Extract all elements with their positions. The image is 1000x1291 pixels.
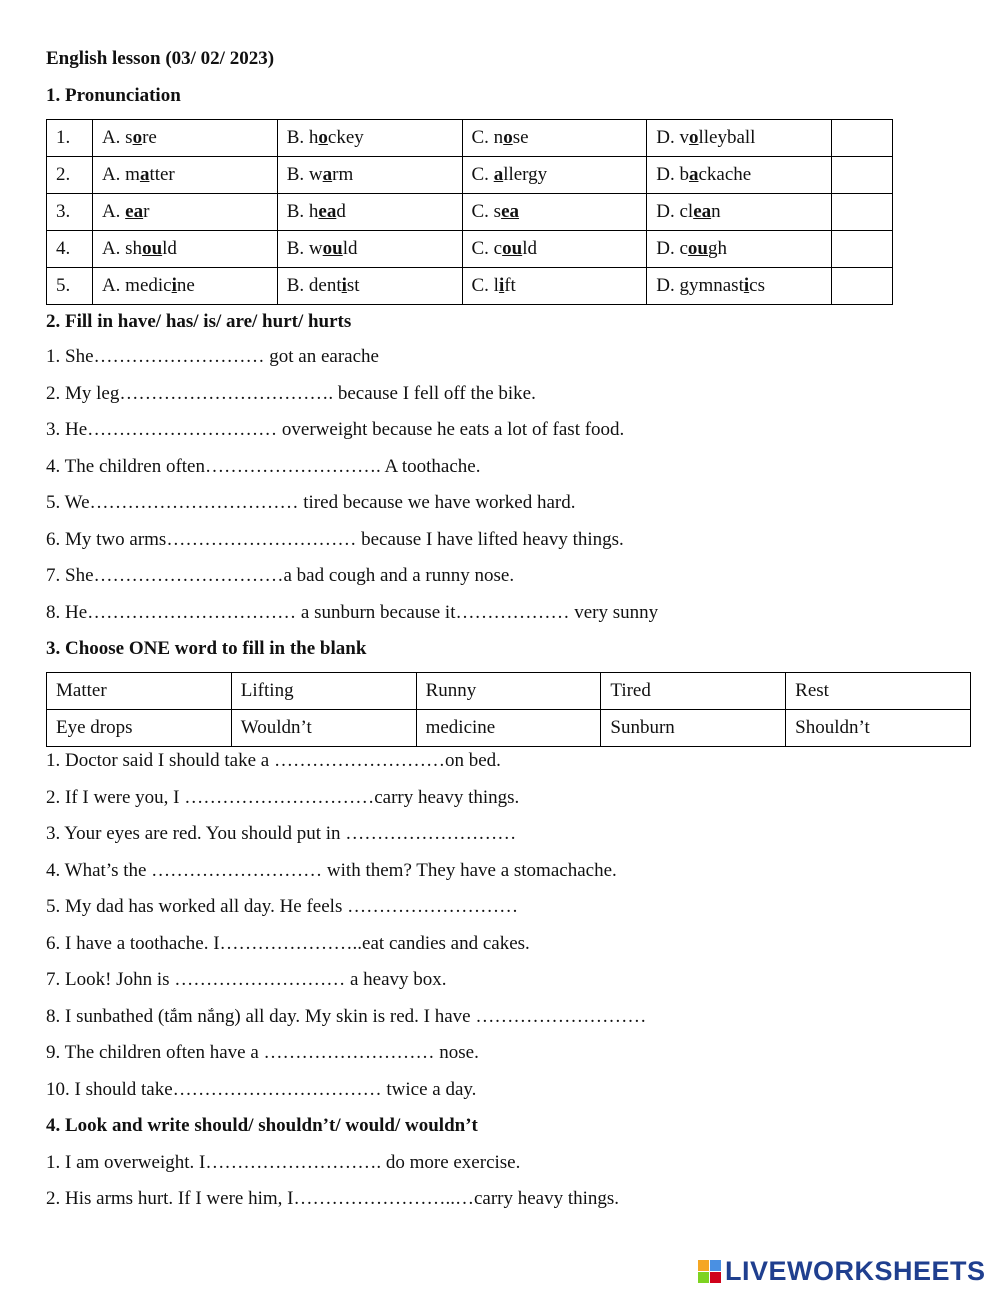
option-text-before: B. w	[286, 164, 323, 185]
option-text-before: C. l	[471, 275, 499, 296]
option-text-after: gh	[707, 238, 727, 259]
row-number: 1.	[47, 120, 93, 157]
underlined-sound: ea	[318, 201, 337, 222]
word-cell: Runny	[416, 673, 601, 710]
option-text-before: C. c	[471, 238, 503, 259]
row-number: 5.	[47, 268, 93, 305]
s3-line-8: 8. I sunbathed (tắm nắng) all day. My skin is red. I have ………………………	[46, 1006, 647, 1027]
underlined-sound: o	[132, 127, 143, 148]
word-cell: Eye drops	[47, 710, 232, 747]
s4-line-1: 1. I am overweight. I………………………. do more exercise.	[46, 1152, 521, 1173]
word-cell: Shouldn’t	[786, 710, 971, 747]
underlined-sound: ea	[501, 201, 520, 222]
s3-line-2: 2. If I were you, I …………………………carry heavy things.	[46, 787, 520, 808]
underlined-sound: i	[341, 275, 347, 296]
option-text-before: C. s	[471, 201, 502, 222]
s3-line-7: 7. Look! John is ……………………… a heavy box.	[46, 969, 447, 990]
option-cell	[92, 157, 277, 194]
option-text-after: tter	[149, 164, 175, 185]
s3-line-5: 5. My dad has worked all day. He feels ………………………	[46, 896, 519, 917]
underlined-sound: o	[688, 127, 699, 148]
option-text-before: B. w	[286, 238, 323, 259]
option-text-after: r	[143, 201, 150, 222]
logo-grid-icon	[698, 1260, 721, 1283]
option-text-after: rm	[332, 164, 354, 185]
option-text-after: ne	[176, 275, 195, 296]
row-number: 2.	[47, 157, 93, 194]
word-bank-table	[46, 672, 971, 747]
word-cell: Wouldn’t	[231, 710, 416, 747]
row-number: 4.	[47, 231, 93, 268]
option-text-after: ld	[162, 238, 177, 259]
underlined-sound: o	[503, 127, 513, 148]
option-text-before: A. s	[101, 127, 133, 148]
option-text-before: B. h	[286, 127, 319, 148]
s2-line-8: 8. He…………………………… a sunburn because it……………… very sunny	[46, 602, 659, 623]
pronunciation-row	[47, 157, 893, 194]
answer-cell[interactable]	[832, 268, 893, 305]
underlined-sound: ea	[125, 201, 144, 222]
underlined-sound: a	[139, 164, 150, 185]
underlined-sound: ea	[693, 201, 712, 222]
s2-line-3: 3. He………………………… overweight because he eats a lot of fast food.	[46, 419, 625, 440]
pronunciation-row	[47, 120, 893, 157]
underlined-sound: a	[688, 164, 699, 185]
option-cell	[277, 231, 462, 268]
option-text-before: A.	[101, 201, 126, 222]
word-cell: Rest	[786, 673, 971, 710]
s2-line-1: 1. She……………………… got an earache	[46, 346, 379, 367]
option-text-before: D. v	[656, 127, 689, 148]
option-text-before: A. m	[101, 164, 140, 185]
answer-cell[interactable]	[832, 120, 893, 157]
s4-line-2: 2. His arms hurt. If I were him, I……………………..…carry heavy things.	[46, 1188, 620, 1209]
section2-heading: 2. Fill in have/ has/ is/ are/ hurt/ hurts	[46, 311, 352, 332]
option-cell	[462, 268, 647, 305]
option-text-before: B. dent	[286, 275, 342, 296]
word-cell: Sunburn	[601, 710, 786, 747]
option-text-before: A. medic	[101, 275, 172, 296]
option-text-before: D. c	[656, 238, 688, 259]
option-text-before: D. cl	[656, 201, 694, 222]
s2-line-4: 4. The children often………………………. A toothache.	[46, 456, 481, 477]
word-bank-row	[47, 710, 971, 747]
option-cell	[277, 157, 462, 194]
word-cell: Tired	[601, 673, 786, 710]
underlined-sound: a	[322, 164, 333, 185]
word-cell: medicine	[416, 710, 601, 747]
underlined-sound: a	[493, 164, 504, 185]
option-cell	[92, 120, 277, 157]
option-cell	[462, 231, 647, 268]
option-cell	[92, 231, 277, 268]
s3-line-1: 1. Doctor said I should take a ………………………on bed.	[46, 750, 501, 771]
option-text-before: D. b	[656, 164, 689, 185]
answer-cell[interactable]	[832, 231, 893, 268]
option-text-after: d	[336, 201, 346, 222]
option-text-before: D. gymnast	[656, 275, 744, 296]
option-text-after: ckey	[327, 127, 364, 148]
option-cell	[462, 157, 647, 194]
underlined-sound: ou	[687, 238, 708, 259]
option-cell	[647, 120, 832, 157]
option-text-after: cs	[749, 275, 765, 296]
option-cell	[277, 120, 462, 157]
option-cell	[647, 231, 832, 268]
s3-line-3: 3. Your eyes are red. You should put in ………………………	[46, 823, 517, 844]
pronunciation-row	[47, 268, 893, 305]
option-text-after: se	[512, 127, 529, 148]
answer-cell[interactable]	[832, 157, 893, 194]
underlined-sound: ou	[502, 238, 523, 259]
option-text-after: lleyball	[698, 127, 756, 148]
option-cell	[462, 120, 647, 157]
option-text-before: C.	[471, 164, 494, 185]
option-cell	[277, 268, 462, 305]
underlined-sound: i	[498, 275, 505, 296]
option-cell	[647, 268, 832, 305]
word-cell: Matter	[47, 673, 232, 710]
option-text-after: llergy	[503, 164, 548, 185]
option-text-after: ld	[522, 238, 537, 259]
section3-heading: 3. Choose ONE word to fill in the blank	[46, 638, 367, 659]
s2-line-2: 2. My leg……………………………. because I fell off the bike.	[46, 383, 536, 404]
option-text-before: A. sh	[101, 238, 143, 259]
pronunciation-table	[46, 119, 893, 305]
lesson-title: English lesson (03/ 02/ 2023)	[46, 48, 275, 69]
underlined-sound: ou	[142, 238, 163, 259]
logo-text: LIVEWORKSHEETS	[725, 1255, 986, 1286]
section1-heading: 1. Pronunciation	[46, 85, 181, 106]
option-cell	[92, 194, 277, 231]
option-text-before: B. h	[286, 201, 319, 222]
word-cell: Lifting	[231, 673, 416, 710]
option-text-after: ft	[504, 275, 516, 296]
liveworksheets-logo	[698, 1256, 986, 1286]
option-text-after: ckache	[698, 164, 752, 185]
option-text-after: ld	[342, 238, 358, 259]
row-number: 3.	[47, 194, 93, 231]
option-cell	[647, 157, 832, 194]
option-cell	[647, 194, 832, 231]
underlined-sound: i	[171, 275, 177, 296]
underlined-sound: ou	[322, 238, 343, 259]
option-text-before: C. n	[471, 127, 504, 148]
pronunciation-row	[47, 231, 893, 268]
underlined-sound: i	[743, 275, 750, 296]
section4-heading: 4. Look and write should/ shouldn’t/ would/ wouldn’t	[46, 1115, 478, 1136]
s3-line-10: 10. I should take…………………………… twice a day.	[46, 1079, 477, 1100]
pronunciation-row	[47, 194, 893, 231]
option-text-after: re	[142, 127, 157, 148]
option-text-after: n	[711, 201, 721, 222]
option-cell	[462, 194, 647, 231]
s2-line-5: 5. We…………………………… tired because we have worked hard.	[46, 492, 576, 513]
option-cell	[277, 194, 462, 231]
s3-line-4: 4. What’s the ……………………… with them? They have a stomachache.	[46, 860, 617, 881]
option-cell	[92, 268, 277, 305]
option-text-after: st	[346, 275, 360, 296]
s3-line-6: 6. I have a toothache. I…………………..eat candies and cakes.	[46, 933, 530, 954]
s2-line-7: 7. She…………………………a bad cough and a runny nose.	[46, 565, 515, 586]
word-bank-row	[47, 673, 971, 710]
answer-cell[interactable]	[832, 194, 893, 231]
s2-line-6: 6. My two arms………………………… because I have lifted heavy things.	[46, 529, 624, 550]
underlined-sound: o	[318, 127, 328, 148]
s3-line-9: 9. The children often have a ……………………… nose.	[46, 1042, 479, 1063]
